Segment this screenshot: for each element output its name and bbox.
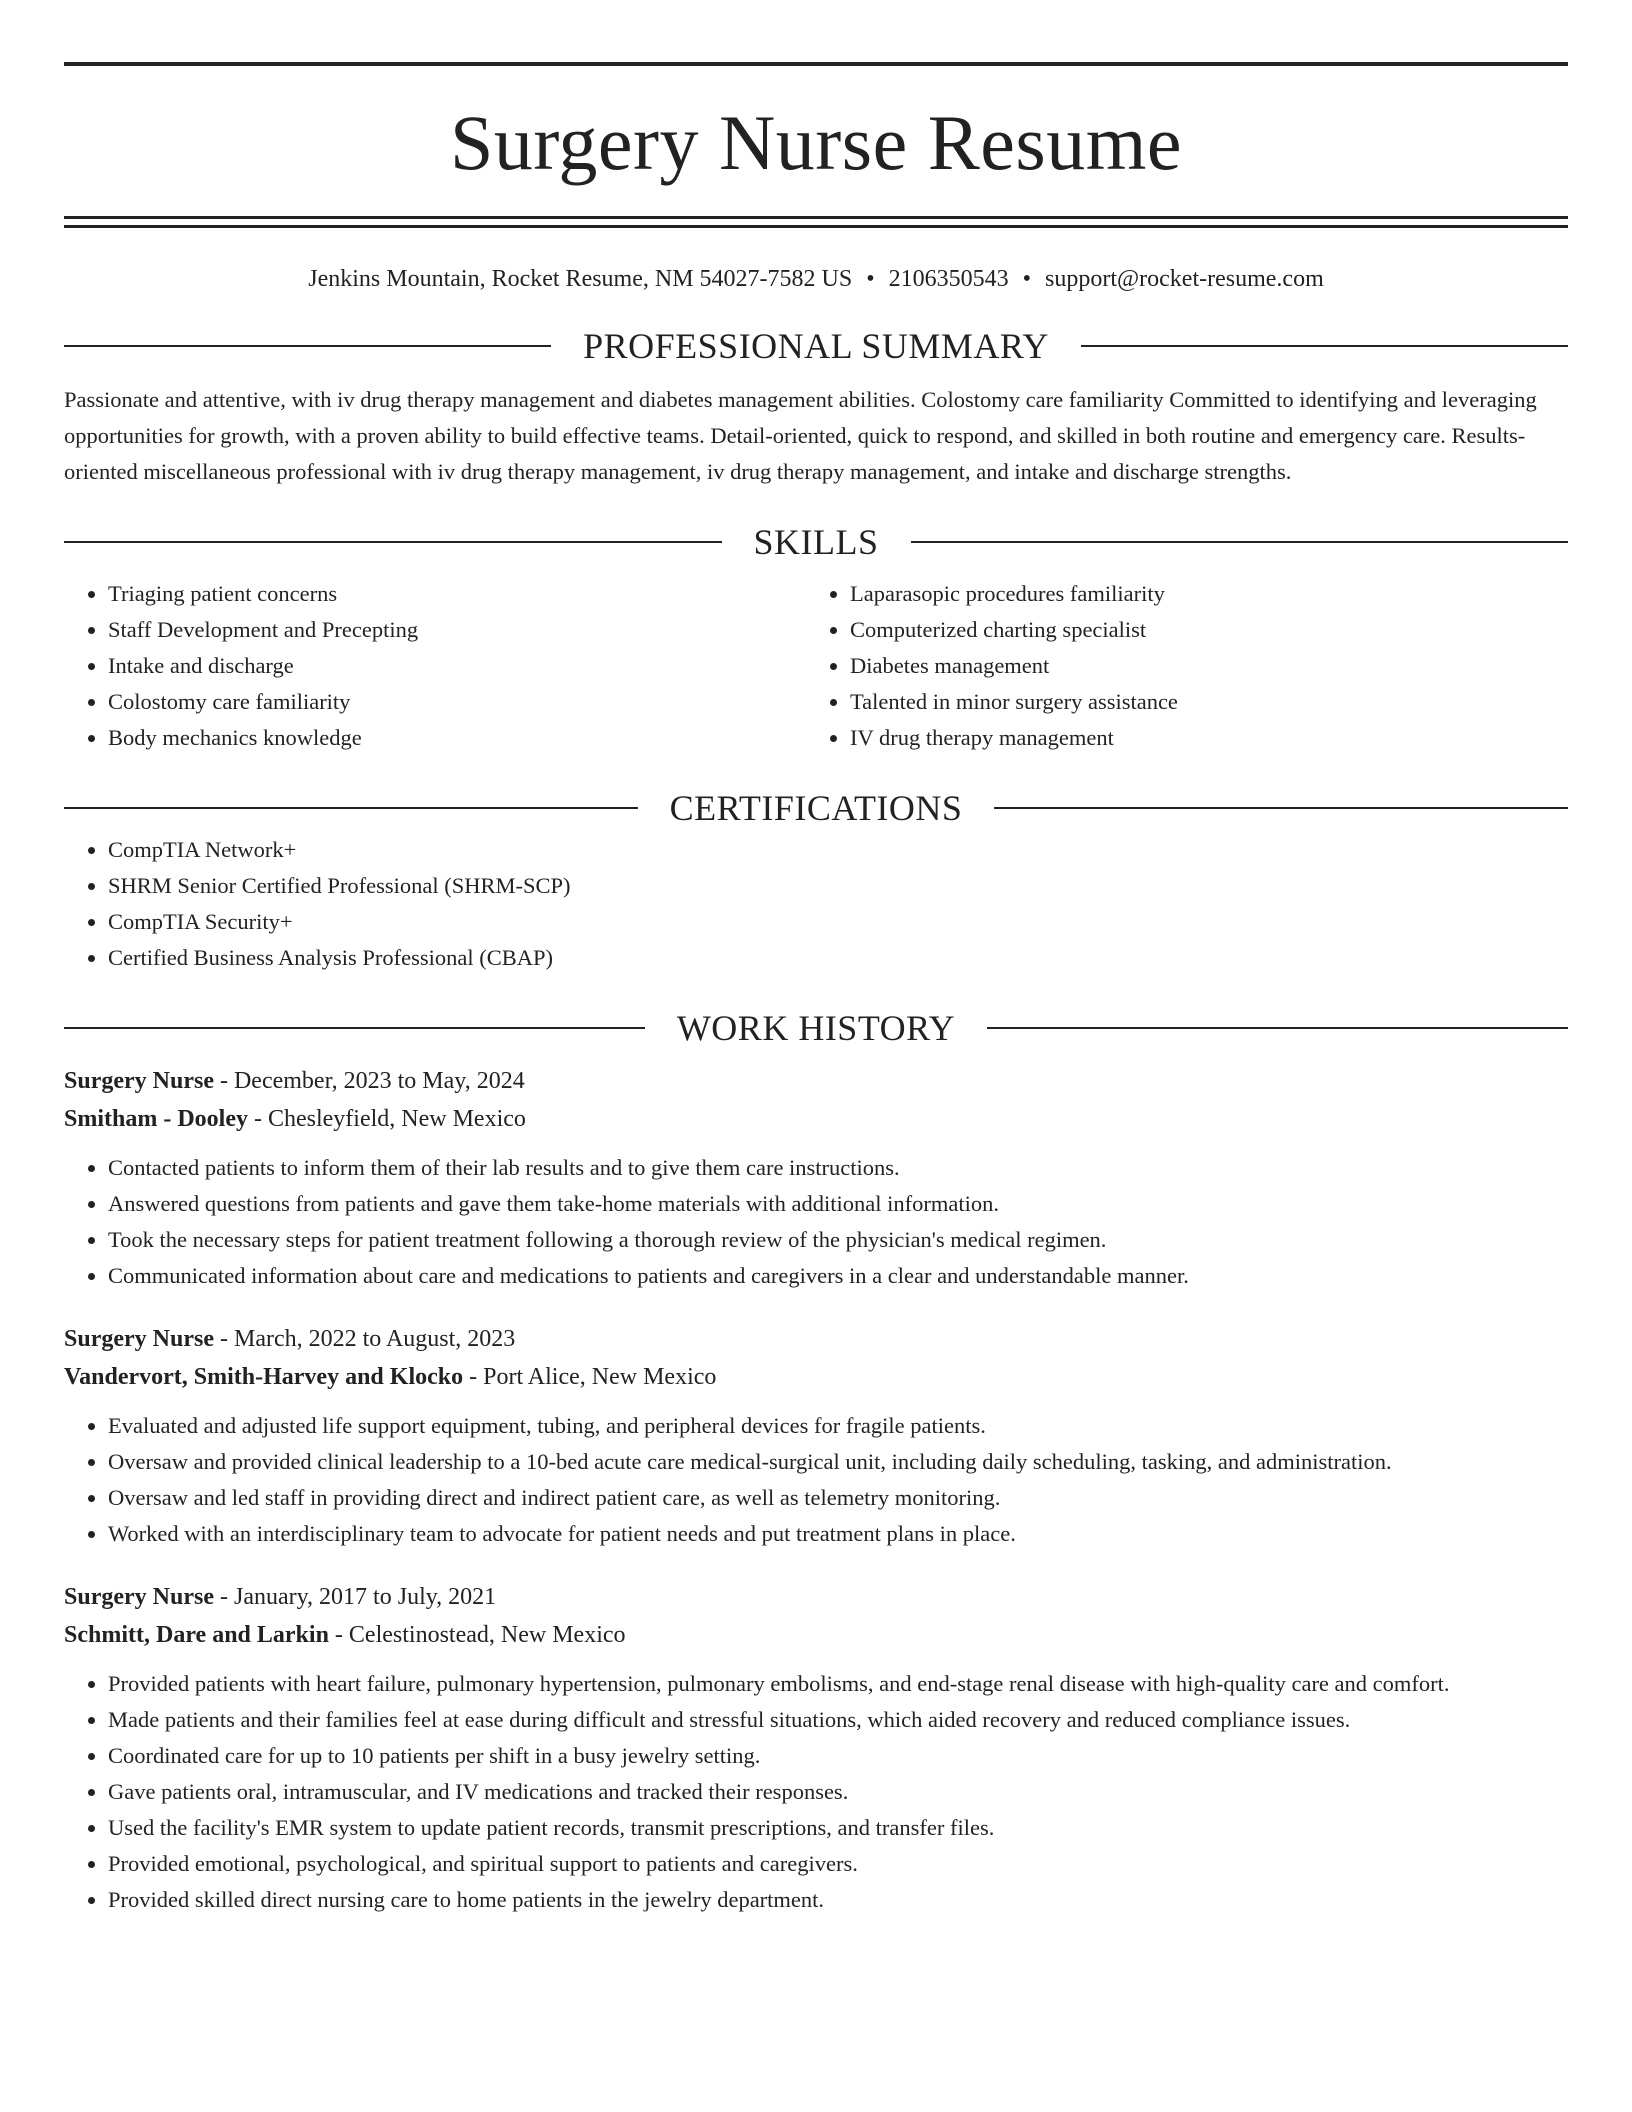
skill-item: • Triaging patient concerns	[108, 576, 806, 612]
skill-item: • Staff Development and Precepting	[108, 612, 806, 648]
job-duty: • Oversaw and provided clinical leadership to a 10-bed acute care medical-surgical unit, including daily scheduling, tasking, and administration.	[108, 1444, 1568, 1480]
section-title: CERTIFICATIONS	[669, 788, 963, 828]
section-title: SKILLS	[753, 522, 879, 562]
job-location: - Celestinostead, New Mexico	[328, 1622, 626, 1648]
job-duty: • Coordinated care for up to 10 patients per shift in a busy jewelry setting.	[108, 1738, 1568, 1774]
job-duties-list	[64, 1408, 1568, 1552]
job-duty: • Evaluated and adjusted life support equipment, tubing, and peripheral devices for fragile patients.	[108, 1408, 1568, 1444]
job-title-line	[64, 1320, 1568, 1358]
certification-item: • Certified Business Analysis Professional (CBAP)	[108, 940, 1568, 976]
section-title: WORK HISTORY	[676, 1008, 956, 1048]
top-rule	[64, 62, 1568, 66]
job-title-line	[64, 1578, 1568, 1616]
contact-separator: •	[866, 266, 875, 292]
skill-item: • Diabetes management	[850, 648, 1548, 684]
certification-item: • CompTIA Network+	[108, 832, 1568, 868]
contact-address: Jenkins Mountain, Rocket Resume, NM 54027-7582 US	[308, 266, 853, 292]
job-duty: • Used the facility's EMR system to update patient records, transmit prescriptions, and transfer files.	[108, 1810, 1568, 1846]
job-title: Surgery Nurse	[64, 1326, 214, 1352]
job-duty: • Gave patients oral, intramuscular, and IV medications and tracked their responses.	[108, 1774, 1568, 1810]
job-duty: • Provided skilled direct nursing care to home patients in the jewelry department.	[108, 1882, 1568, 1918]
skill-item: • Talented in minor surgery assistance	[850, 684, 1548, 720]
resume-page	[64, 62, 1568, 1918]
contact-email: support@rocket-resume.com	[1045, 266, 1324, 292]
heading-rule	[64, 807, 638, 809]
job-duty: • Answered questions from patients and gave them take-home materials with additional information.	[108, 1186, 1568, 1222]
skills-list	[806, 576, 1548, 756]
job-entry	[64, 1320, 1568, 1552]
job-duty: • Worked with an interdisciplinary team to advocate for patient needs and put treatment plans in place.	[108, 1516, 1568, 1552]
skill-item: • Body mechanics knowledge	[108, 720, 806, 756]
certifications-list	[64, 832, 1568, 976]
summary-paragraph: Passionate and attentive, with iv drug therapy management and diabetes management abilities. Colostomy care familiarity Committed to identifying and leveraging opportunities for growth, with a proven ability to build effective teams. Detail-oriented, quick to respond, and skilled in both routine and emergency care. Results-oriented miscellaneous professional with iv drug therapy management, iv drug therapy management, and intake and discharge strengths.	[64, 387, 1537, 484]
job-duty: • Provided patients with heart failure, pulmonary hypertension, pulmonary embolisms, and end-stage renal disease with high-quality care and comfort.	[108, 1666, 1568, 1702]
skills-list	[64, 576, 806, 756]
job-duties-list	[64, 1666, 1568, 1918]
job-duty: • Provided emotional, psychological, and spiritual support to patients and caregivers.	[108, 1846, 1568, 1882]
skill-item: • Colostomy care familiarity	[108, 684, 806, 720]
certification-item: • CompTIA Security+	[108, 904, 1568, 940]
section-heading-work-history	[64, 1004, 1568, 1052]
heading-rule	[1081, 345, 1568, 347]
job-title: Surgery Nurse	[64, 1584, 214, 1610]
job-dates: - January, 2017 to July, 2021	[213, 1584, 497, 1610]
contact-line	[64, 264, 1568, 294]
job-duty: • Contacted patients to inform them of their lab results and to give them care instructions.	[108, 1150, 1568, 1186]
heading-rule	[64, 541, 722, 543]
page-title: Surgery Nurse Resume	[449, 99, 1183, 186]
job-duty: • Made patients and their families feel at ease during difficult and stressful situations, which aided recovery and reduced compliance issues.	[108, 1702, 1568, 1738]
section-heading-certifications	[64, 784, 1568, 832]
job-title: Surgery Nurse	[64, 1068, 214, 1094]
heading-rule	[994, 807, 1568, 809]
heading-rule	[64, 345, 551, 347]
certification-item: • SHRM Senior Certified Professional (SHRM-SCP)	[108, 868, 1568, 904]
heading-rule	[64, 1027, 645, 1029]
job-title-line	[64, 1062, 1568, 1100]
job-entry	[64, 1062, 1568, 1294]
skill-item: • IV drug therapy management	[850, 720, 1548, 756]
job-company-line	[64, 1100, 1568, 1138]
section-heading-skills	[64, 518, 1568, 566]
job-duty: • Communicated information about care and medications to patients and caregivers in a clear and understandable manner.	[108, 1258, 1568, 1294]
skills-right-column	[806, 576, 1548, 756]
job-location: - Chesleyfield, New Mexico	[247, 1106, 526, 1132]
job-location: - Port Alice, New Mexico	[463, 1364, 717, 1390]
title-double-rule	[64, 216, 1568, 228]
job-duty: • Took the necessary steps for patient treatment following a thorough review of the physician's medical regimen.	[108, 1222, 1568, 1258]
job-company: Vandervort, Smith-Harvey and Klocko	[64, 1364, 464, 1390]
skills-columns	[64, 576, 1568, 756]
contact-phone: 2106350543	[888, 266, 1009, 292]
job-company: Smitham - Dooley	[64, 1106, 248, 1132]
heading-rule	[987, 1027, 1568, 1029]
job-dates: - March, 2022 to August, 2023	[213, 1326, 516, 1352]
job-company: Schmitt, Dare and Larkin	[64, 1622, 329, 1648]
job-duties-list	[64, 1150, 1568, 1294]
job-dates: - December, 2023 to May, 2024	[213, 1068, 525, 1094]
section-title: PROFESSIONAL SUMMARY	[583, 326, 1049, 366]
section-heading-summary	[64, 322, 1568, 370]
job-company-line	[64, 1358, 1568, 1396]
skill-item: • Intake and discharge	[108, 648, 806, 684]
job-entry	[64, 1578, 1568, 1918]
job-duty: • Oversaw and led staff in providing direct and indirect patient care, as well as telemetry monitoring.	[108, 1480, 1568, 1516]
skill-item: • Laparasopic procedures familiarity	[850, 576, 1548, 612]
skill-item: • Computerized charting specialist	[850, 612, 1548, 648]
skills-left-column	[64, 576, 806, 756]
heading-rule	[911, 541, 1569, 543]
job-company-line	[64, 1616, 1568, 1654]
contact-separator: •	[1022, 266, 1032, 292]
